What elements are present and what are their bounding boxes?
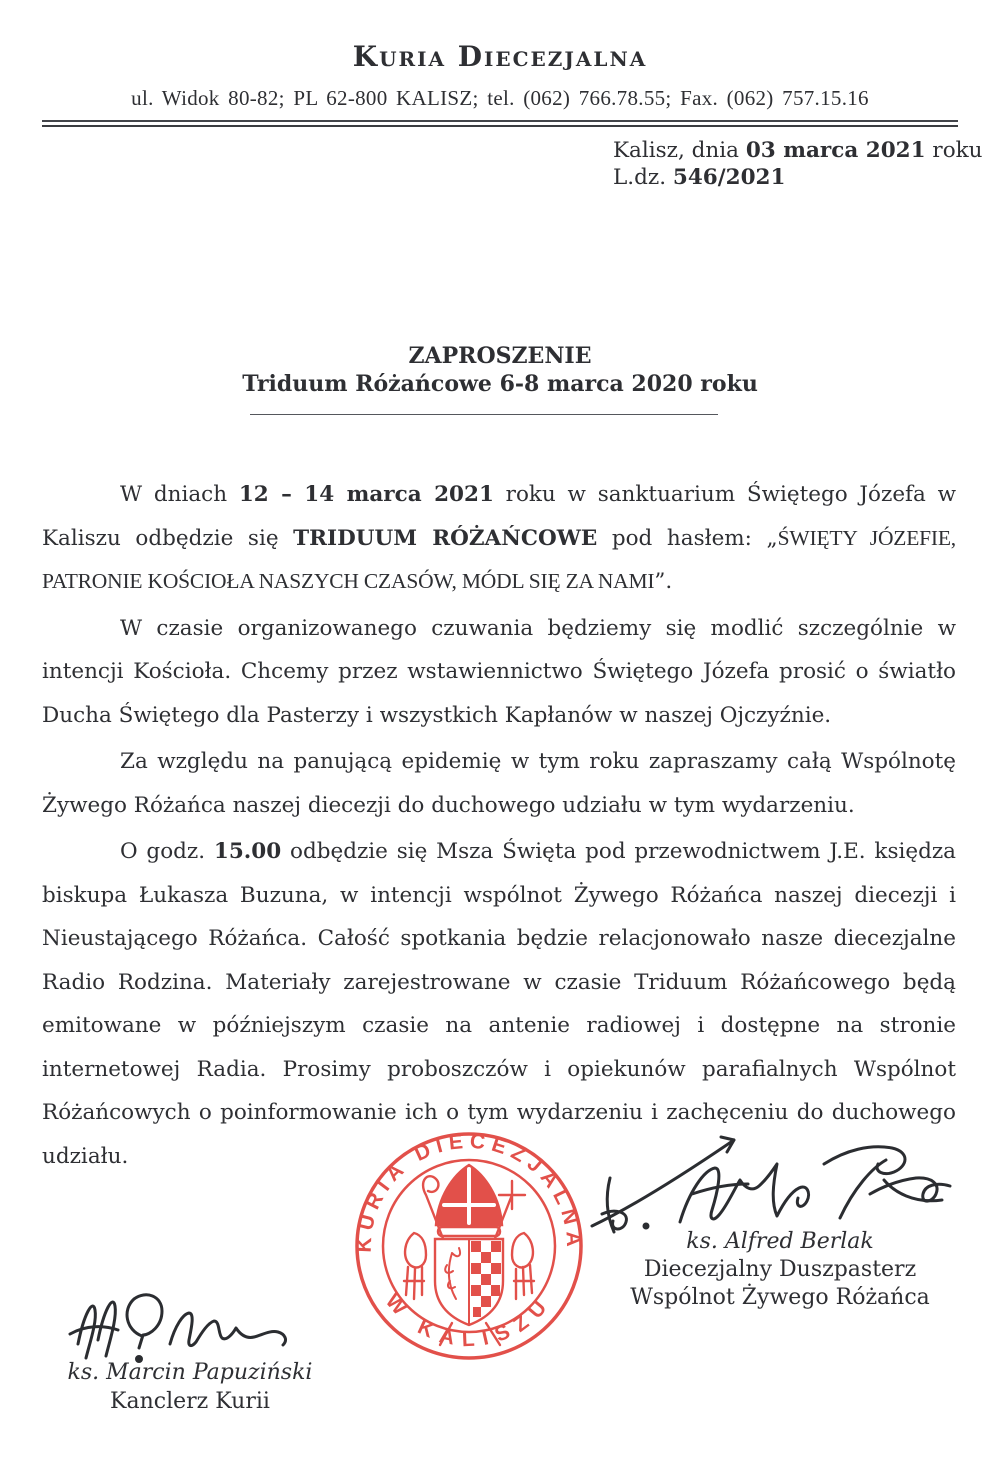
stamp-top-text: KURIA DIECEZJALNA [352,1129,586,1253]
ldz-prefix: L.dz. [613,165,673,190]
date-prefix: Kalisz, dnia [613,138,746,163]
signer-left-role: Kanclerz Kurii [110,1389,270,1414]
title-underline [250,414,718,415]
paragraph-1 [42,473,956,604]
p1-event-bold: TRIDUUM RÓŻAŃCOWE [293,525,598,551]
p1-dates-bold: 12 – 14 marca 2021 [238,482,494,507]
paragraph-2: W czasie organizowanego czuwania będziemy się modlić szczególnie w intencji Kościoła. Chcemy przez wstawiennictwo Świętego Józefa prosić o światło Ducha Świętego dla Pasterzy i wszystkich Kapłanów w naszej Ojczyźnie. [42,615,956,728]
signature-alfred-berlak-icon [588,1122,966,1234]
reference-number-line [613,164,983,191]
signer-right-role1: Diecezjalny Duszpasterz [643,1257,917,1282]
org-address: ul. Widok 80-82; PL 62-800 KALISZ; tel. (062) 766.78.55; Fax. (062) 757.15.16 [131,86,869,110]
p1-text: ”. [654,569,673,594]
p4-text: O godz. [120,839,214,864]
paragraph-3: Za względu na panującą epidemię w tym roku zapraszamy całą Wspólnotę Żywego Różańca naszej diecezji do duchowego udziału w tym wydarzeniu. [42,749,956,818]
letter-subtitle: Triduum Różańcowe 6-8 marca 2020 roku [242,371,758,397]
date-suffix: roku [925,138,983,163]
date-line [613,137,983,164]
signer-right-block [620,1228,940,1312]
signer-left-block [60,1358,320,1416]
ldz-value: 546/2021 [672,165,786,190]
p1-motto-caps: ŚWIĘTY JÓZEFIE, PATRONIE KOŚCIOŁA NASZYCH CZASÓW, MÓDL SIĘ ZA NAMI [42,525,956,593]
signer-right-name: ks. Alfred Berlak [686,1229,874,1254]
diocese-seal-stamp-icon [352,1126,586,1366]
p1-text: pod hasłem: „ [597,525,778,551]
p1-text: roku w sanktuarium Świętego Józefa w Kaliszu odbędzie się [42,482,956,551]
signer-left-name: ks. Marcin Papuziński [67,1360,313,1385]
date-reference-block [613,137,983,191]
header-divider-rule [42,120,958,127]
p4-time-bold: 15.00 [213,839,282,864]
date-value: 03 marca 2021 [745,138,926,163]
letter-title-block [0,342,1000,398]
signer-right-role2: Wspólnot Żywego Różańca [630,1285,930,1310]
p1-text: W dniach [120,482,239,507]
letter-body [42,473,956,1181]
org-name: Kuria Diecezjalna [352,40,648,73]
stamp-bottom-text: W KALISZU [380,1289,558,1352]
p4-text: odbędzie się Msza Święta pod przewodnictwem J.E. księdza biskupa Łukasza Buzuna, w intencji wspólnot Żywego Różańca naszej diecezji i Nieustającego Różańca. Całość spotkania będzie relacjonowało nasze diecezjalne Radio Rodzina. Materiały zarejestrowane w czasie Triduum Różańcowego będą emitowane w późniejszym czasie na antenie radiowej i dostępne na stronie internetowej Radia. Prosimy proboszczów i opiekunów parafialnych Wspólnot Różańcowych o poinformowanie ich o tym wydarzeniu i zachęceniu do duchowego udziału. [42,839,956,1169]
letter-title: ZAPROSZENIE [408,343,592,369]
